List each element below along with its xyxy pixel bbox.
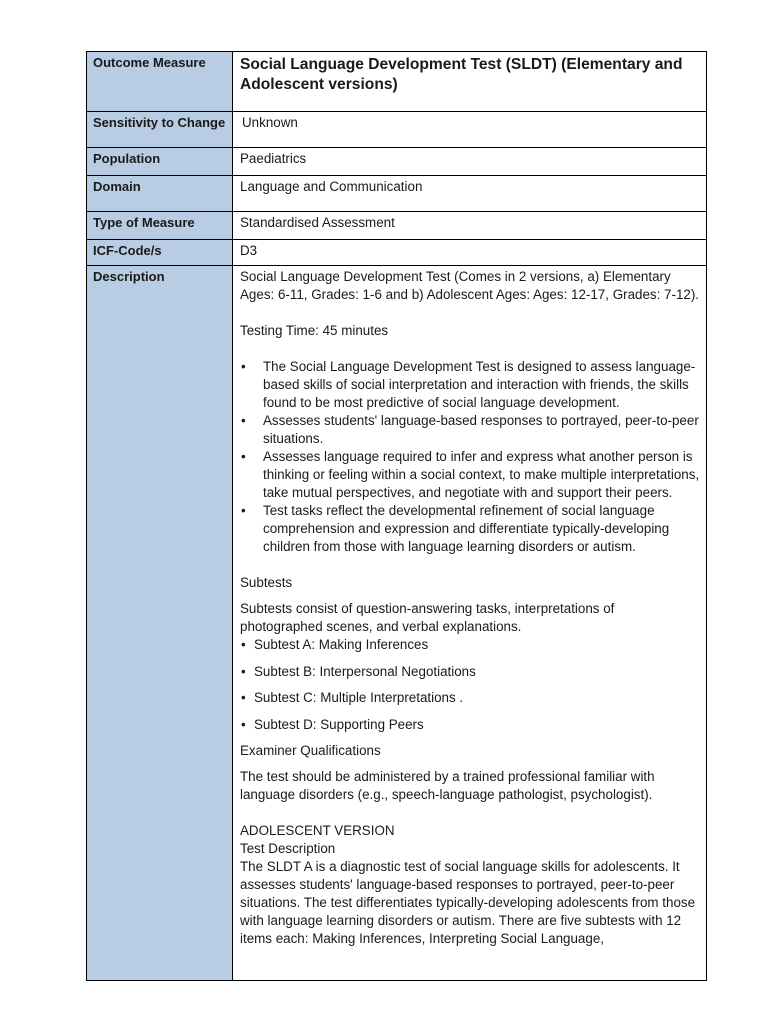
test-description-heading: Test Description: [240, 841, 336, 856]
adolescent-text: The SLDT A is a diagnostic test of social language skills for adolescents. It assesses students' language-based responses to portrayed, peer-to-peer situations. The test differentiates typically-developing adolescents from those with language learning disorders or autism. There are five subtests with 12 items each: Making Inferences, Interpreting Social Language,: [240, 859, 696, 946]
examiner-text: The test should be administered by a trained professional familiar with language disorders (e.g., speech-language pathologist, psychologist).: [240, 769, 655, 802]
list-item: • Assesses students' language-based responses to portrayed, peer-to-peer situations.: [240, 412, 700, 448]
test-title: Social Language Development Test (SLDT) (Elementary and Adolescent versions): [240, 56, 683, 93]
list-item: • Subtest A: Making Inferences: [240, 636, 700, 654]
list-item: • Subtest D: Supporting Peers: [240, 716, 700, 734]
row-sensitivity: [87, 112, 707, 148]
row-type-of-measure: [87, 212, 707, 240]
subtests-heading: Subtests: [240, 575, 293, 590]
value-population: Paediatrics: [233, 148, 707, 176]
row-outcome-measure: [87, 52, 707, 112]
list-item: • Subtest C: Multiple Interpretations .: [240, 689, 700, 707]
row-population: [87, 148, 707, 176]
value-icf-code: D3: [233, 240, 707, 266]
description-content: [240, 268, 700, 980]
description-intro: Social Language Development Test (Comes in 2 versions, a) Elementary Ages: 6-11, Grades: 1-6 and b) Adolescent Ages: Ages: 12-17, Grades: 7-12).: [240, 269, 700, 302]
subtests-intro: Subtests consist of question-answering tasks, interpretations of photographed scenes, and verbal explanations.: [240, 601, 615, 634]
value-description: [233, 266, 707, 981]
testing-time: Testing Time: 45 minutes: [240, 323, 389, 338]
list-item: • Test tasks reflect the developmental refinement of social language comprehension and expression and differentiate typically-developing children from those with language learning disorders or autism.: [240, 502, 700, 556]
description-bullets: [240, 358, 700, 556]
label-icf-code: ICF-Code/s: [87, 240, 233, 266]
row-icf-code: [87, 240, 707, 266]
value-sensitivity: Unknown: [233, 112, 707, 148]
label-description: Description: [87, 266, 233, 981]
label-population: Population: [87, 148, 233, 176]
adolescent-heading: ADOLESCENT VERSION: [240, 823, 395, 838]
row-domain: [87, 176, 707, 212]
label-domain: Domain: [87, 176, 233, 212]
outcome-measure-table: [86, 51, 707, 981]
list-item: • Subtest B: Interpersonal Negotiations: [240, 663, 700, 681]
value-outcome-measure: [233, 52, 707, 112]
label-sensitivity: Sensitivity to Change: [87, 112, 233, 148]
list-item: • Assesses language required to infer and express what another person is thinking or feeling within a social context, to make multiple interpretations, take mutual perspectives, and negotiate with and support their peers.: [240, 448, 700, 502]
label-type-of-measure: Type of Measure: [87, 212, 233, 240]
list-item: • The Social Language Development Test is designed to assess language-based skills of social interpretation and interaction with friends, the skills found to be most predictive of social language development.: [240, 358, 700, 412]
value-type-of-measure: Standardised Assessment: [233, 212, 707, 240]
label-outcome-measure: Outcome Measure: [87, 52, 233, 112]
examiner-heading: Examiner Qualifications: [240, 743, 381, 758]
subtests-list: [240, 636, 700, 734]
value-domain: Language and Communication: [233, 176, 707, 212]
row-description: [87, 266, 707, 981]
